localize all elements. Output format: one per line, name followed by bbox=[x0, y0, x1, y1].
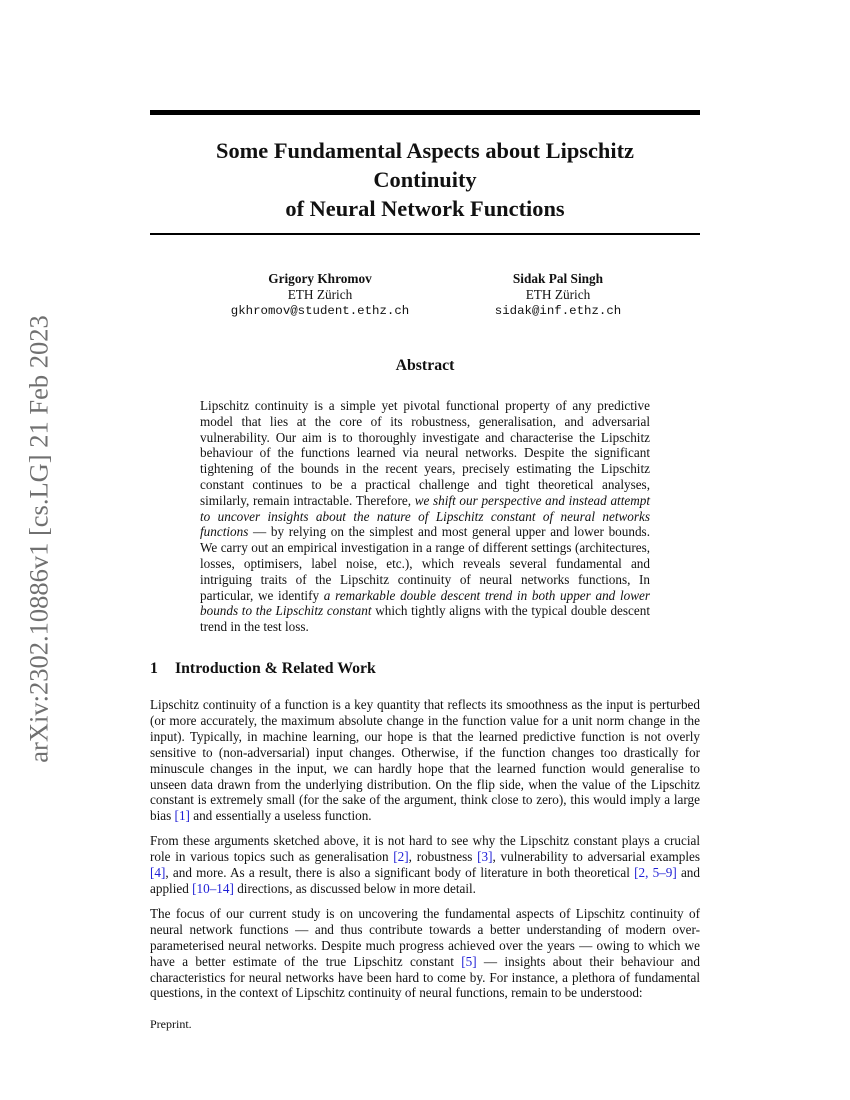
author-affiliation: ETH Zürich bbox=[287, 287, 353, 302]
title-line-3: of Neural Network Functions bbox=[285, 196, 565, 221]
abstract-emphasis: a remarkable double descent trend in both upper and lower bounds to the Lipschitz constant bbox=[200, 587, 651, 619]
citation-link[interactable]: [10–14] bbox=[192, 880, 234, 896]
paper-title bbox=[150, 136, 700, 223]
paragraph-text: , vulnerability to adversarial examples bbox=[492, 849, 700, 865]
introduction-body bbox=[150, 697, 700, 1010]
paragraph-2 bbox=[150, 833, 700, 897]
citation-link[interactable]: [3] bbox=[477, 849, 493, 865]
author-email[interactable]: gkhromov@student.ethz.ch bbox=[230, 304, 410, 318]
author-name: Grigory Khromov bbox=[268, 271, 372, 286]
paragraph-text: , and more. As a result, there is also a significant body of literature in both theoretical bbox=[165, 865, 635, 881]
abstract-heading: Abstract bbox=[395, 357, 455, 374]
citation-link[interactable]: [2] bbox=[393, 849, 409, 865]
footer-note: Preprint. bbox=[150, 1017, 192, 1031]
arxiv-identifier bbox=[24, 292, 54, 787]
author-block-2 bbox=[458, 271, 658, 319]
paragraph-text: — insights about their behaviour and characteristics for neural networks have been hard to come by. For instance, a plethora of fundamental questions, in the context of Lipschitz continuity of neural functions, remain to be understood: bbox=[150, 953, 700, 1001]
title-line-2: Continuity bbox=[373, 167, 477, 192]
abstract-text-part: — by relying on the simplest and most general upper and lower bounds. We carry out an empirical investigation in a range of different settings (architectures, losses, optimisers, label noise, etc.), which reveals several fundamental and intriguing traits of the Lipschitz continuity of neural networks functions, In particular, we identify bbox=[200, 524, 650, 603]
paragraph-text: and essentially a useless function. bbox=[189, 808, 372, 824]
paragraph-text: directions, as discussed below in more detail. bbox=[233, 880, 476, 896]
paragraph-1 bbox=[150, 697, 700, 824]
citation-link[interactable]: [4] bbox=[150, 865, 166, 881]
abstract-text-part: which tightly aligns with the typical double descent trend in the test loss. bbox=[200, 603, 650, 635]
paragraph-text: Lipschitz continuity of a function is a key quantity that reflects its smoothness as the input is perturbed (or more accurately, the maximum absolute change in the function value for a unit norm change in the input). Typically, in machine learning, our hope is that the learned predictive function is not overly sensitive to (non-adversarial) input changes. Otherwise, if the function changes too drastically for minuscule changes in the input, we can hardly hope that the learned function would generalise to unseen data drawn from the underlying distribution. On the flip side, when the value of the Lipschitz constant is extremely small (for the sake of the argument, think close to zero), this would imply a large bias bbox=[150, 697, 700, 824]
author-name: Sidak Pal Singh bbox=[512, 271, 604, 286]
section-title: Introduction & Related Work bbox=[175, 660, 376, 677]
paragraph-3 bbox=[150, 906, 700, 1001]
paragraph-text: and applied bbox=[150, 865, 700, 896]
title-top-rule bbox=[150, 110, 700, 115]
title-line-1: Some Fundamental Aspects about Lipschitz bbox=[216, 138, 634, 163]
section-number: 1 bbox=[150, 660, 158, 677]
author-email[interactable]: sidak@inf.ethz.ch bbox=[494, 304, 622, 318]
section-heading bbox=[150, 660, 700, 678]
citation-link[interactable]: [1] bbox=[174, 808, 190, 824]
paragraph-text: , robustness bbox=[408, 849, 478, 865]
abstract-text-part: Lipschitz continuity is a simple yet pivotal functional property of any predictive model that lies at the core of its robustness, generalisation, and adversarial vulnerability. Our aim is to thoroughly investigate and characterise the Lipschitz behaviour of the functions learned via neural networks. Despite the significant tightening of the bounds in the recent years, precisely estimating the Lipschitz constant continues to be a practical challenge and tight theoretical analyses, similarly, remain intractable. Therefore, bbox=[200, 398, 650, 508]
arxiv-identifier-text: arXiv:2302.10886v1 [cs.LG] 21 Feb 2023 bbox=[23, 315, 54, 763]
paragraph-text: From these arguments sketched above, it is not hard to see why the Lipschitz constant plays a crucial role in various topics such as generalisation bbox=[150, 833, 700, 865]
title-bottom-rule bbox=[150, 233, 700, 235]
author-block-1 bbox=[220, 271, 420, 319]
author-affiliation: ETH Zürich bbox=[525, 287, 591, 302]
paragraph-text: The focus of our current study is on uncovering the fundamental aspects of Lipschitz continuity of neural network functions — and thus contribute towards a better understanding of modern over-parameterised neural networks. Despite much progress achieved over the years — owing to which we have a better estimate of the true Lipschitz constant bbox=[150, 905, 700, 969]
citation-link[interactable]: [2, 5–9] bbox=[634, 865, 677, 881]
abstract-emphasis: we shift our perspective and instead attempt to uncover insights about the nature of Lipschitz constant of neural networks functions bbox=[200, 492, 650, 540]
citation-link[interactable]: [5] bbox=[461, 953, 477, 969]
abstract-text bbox=[200, 398, 650, 635]
